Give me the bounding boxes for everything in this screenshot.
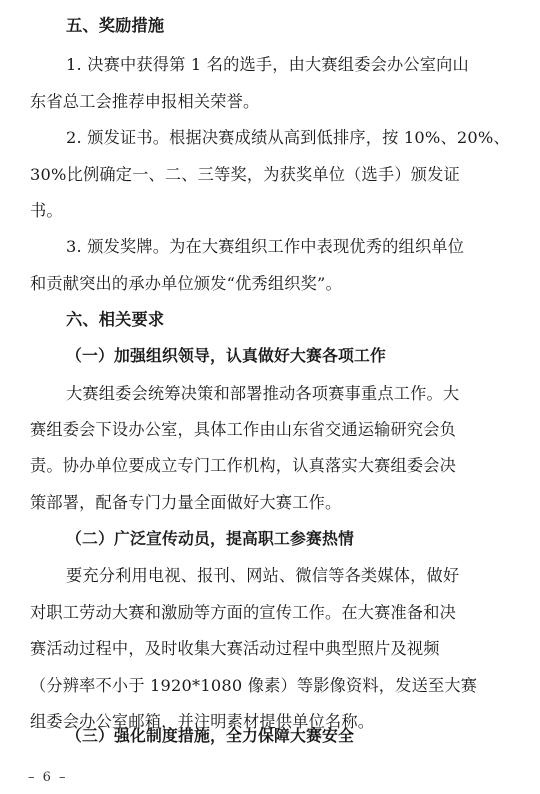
paragraph-line: 赛活动过程中，及时收集大赛活动过程中典型照片及视频 xyxy=(30,639,440,658)
paragraph-line: 赛组委会下设办公室，具体工作由山东省交通运输研究会负 xyxy=(30,420,457,439)
subsection-heading: （一）加强组织领导，认真做好大赛各项工作 xyxy=(66,346,386,365)
paragraph-line: 责。协办单位要成立专门工作机构，认真落实大赛组委会决 xyxy=(30,456,457,475)
paragraph-line: 要充分利用电视、报刊、网站、微信等各类媒体，做好 xyxy=(66,566,460,585)
subsection-heading: （二）广泛宣传动员，提高职工参赛热情 xyxy=(66,529,354,548)
section-heading-rewards: 五、奖励措施 xyxy=(66,16,165,35)
paragraph-line: 1. 决赛中获得第 1 名的选手，由大赛组委会办公室向山 xyxy=(66,55,469,74)
paragraph-line: 组委会办公室邮箱，并注明素材提供单位名称。 xyxy=(30,712,375,731)
paragraph-line: 大赛组委会统筹决策和部署推动各项赛事重点工作。大 xyxy=(66,384,460,403)
paragraph-line: 3. 颁发奖牌。为在大赛组织工作中表现优秀的组织单位 xyxy=(66,237,465,256)
paragraph-line: 对职工劳动大赛和激励等方面的宣传工作。在大赛准备和决 xyxy=(30,603,457,622)
paragraph-line: 书。 xyxy=(30,201,63,220)
paragraph-line: 和贡献突出的承办单位颁发“优秀组织奖”。 xyxy=(30,274,342,293)
paragraph-line: 策部署，配备专门力量全面做好大赛工作。 xyxy=(30,493,342,512)
section-heading-requirements: 六、相关要求 xyxy=(66,310,165,329)
paragraph-line: 2. 颁发证书。根据决赛成绩从高到低排序，按 10%、20%、 xyxy=(66,128,510,147)
paragraph-line: 30%比例确定一、二、三等奖，为获奖单位（选手）颁发证 xyxy=(30,165,460,184)
subsection-heading: （三）强化制度措施，全力保障大赛安全 xyxy=(66,726,354,745)
paragraph-line: 东省总工会推荐申报相关荣誉。 xyxy=(30,92,260,111)
page-number: – 6 – xyxy=(28,770,68,785)
paragraph-line: （分辨率不小于 1920*1080 像素）等影像资料，发送至大赛 xyxy=(30,676,478,695)
